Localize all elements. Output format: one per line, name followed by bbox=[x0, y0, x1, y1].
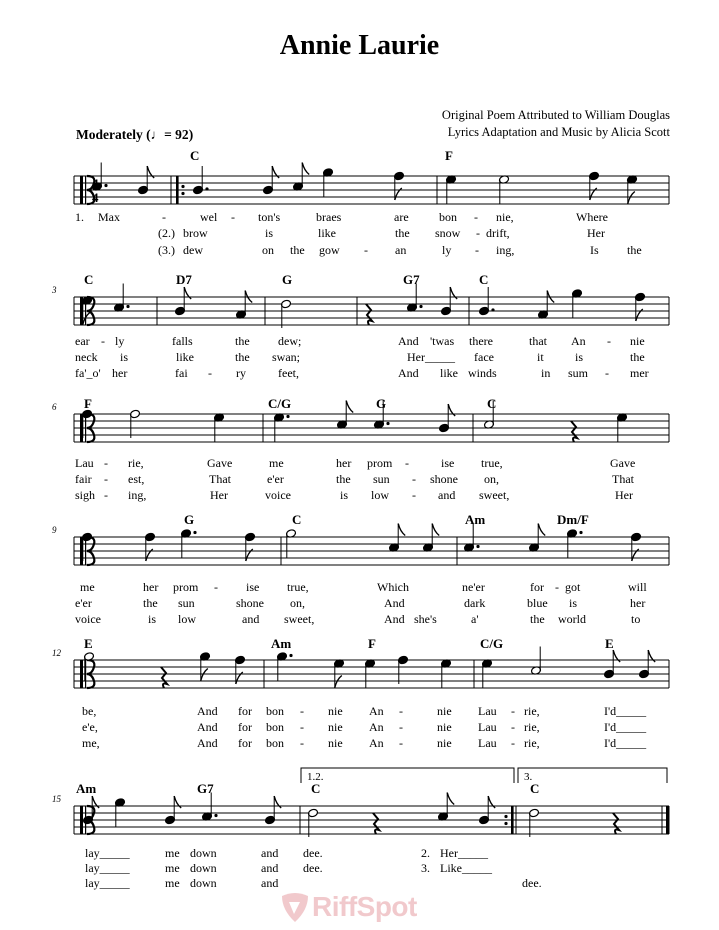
note-flag bbox=[398, 524, 405, 536]
lyric-syllable: ton's bbox=[258, 210, 281, 224]
measure-number: 6 bbox=[52, 402, 57, 412]
lyric-syllable: voice bbox=[75, 612, 101, 626]
lyric-syllable: sweet, bbox=[479, 488, 510, 502]
lyric-syllable: nie, bbox=[496, 210, 514, 224]
lyric-syllable: - bbox=[231, 210, 235, 224]
lyric-syllable: - bbox=[104, 472, 108, 486]
lyric-syllable: rie, bbox=[524, 720, 540, 734]
repeat-dot bbox=[504, 815, 507, 818]
alto-clef-icon bbox=[85, 176, 86, 204]
staff-system-6 bbox=[74, 793, 669, 838]
lyric-syllable: fa'_o' bbox=[75, 366, 101, 380]
song-title: Annie Laurie bbox=[279, 30, 440, 61]
lyric-syllable: dew; bbox=[278, 334, 302, 348]
note-flag bbox=[302, 163, 309, 175]
augmentation-dot bbox=[491, 308, 494, 311]
staff-system-4 bbox=[74, 524, 669, 566]
lyric-syllable: world bbox=[558, 612, 586, 626]
lyric-syllable: wel bbox=[200, 210, 218, 224]
lyric-syllable: me bbox=[165, 846, 180, 860]
lyric-syllable: Lau bbox=[75, 456, 94, 470]
lyric-syllable: sigh bbox=[75, 488, 96, 502]
chord-symbol: E bbox=[605, 636, 614, 651]
lyric-syllable: the bbox=[630, 350, 645, 364]
lyric-syllable: gow bbox=[319, 243, 340, 257]
alto-clef-icon bbox=[80, 806, 83, 834]
lyric-syllable: her bbox=[336, 456, 352, 470]
lyric-syllable: Lau bbox=[478, 736, 497, 750]
lyric-syllable: 3. bbox=[421, 861, 430, 875]
lyric-syllable: - bbox=[300, 720, 304, 734]
lyric-syllable: dew bbox=[183, 243, 203, 257]
chord-symbol: Dm/F bbox=[557, 512, 589, 527]
lyric-syllable: and bbox=[242, 612, 260, 626]
lyric-syllable: ise bbox=[246, 580, 260, 594]
lyric-syllable: - bbox=[399, 704, 403, 718]
lyric-syllable: is bbox=[120, 350, 129, 364]
staff-system-2 bbox=[74, 284, 669, 329]
lyric-syllable: rie, bbox=[524, 704, 540, 718]
volta-label-first: 1.2. bbox=[307, 771, 324, 783]
lyric-syllable: there bbox=[469, 334, 493, 348]
chord-symbol: C bbox=[487, 396, 497, 411]
lyric-syllable: down bbox=[190, 846, 217, 860]
lyric-syllable: falls bbox=[172, 334, 193, 348]
lyric-syllable: Where bbox=[576, 210, 608, 224]
lyric-syllable: - bbox=[399, 736, 403, 750]
chord-symbol: C bbox=[84, 272, 94, 287]
note-flag bbox=[538, 524, 545, 536]
lyric-syllable: lay_____ bbox=[85, 861, 130, 875]
lyric-syllable: Her bbox=[587, 226, 605, 240]
chord-symbol: C bbox=[479, 272, 489, 287]
lyric-syllable: the bbox=[143, 596, 158, 610]
chord-symbol: G7 bbox=[403, 272, 420, 287]
lyric-syllable: Which bbox=[377, 580, 409, 594]
lyric-syllable: and bbox=[261, 846, 279, 860]
chord-symbol: Am bbox=[76, 781, 97, 796]
lyric-syllable: - bbox=[412, 472, 416, 486]
chord-symbol: C bbox=[530, 781, 540, 796]
lyric-syllable: fai bbox=[175, 366, 188, 380]
measure-number: 3 bbox=[52, 285, 57, 295]
note-flag bbox=[432, 524, 439, 536]
lyric-syllable: the bbox=[235, 334, 250, 348]
lyric-syllable: feet, bbox=[278, 366, 299, 380]
lyric-syllable: nie bbox=[328, 720, 343, 734]
lyric-syllable: bon bbox=[266, 720, 284, 734]
lyric-syllable: is bbox=[265, 226, 274, 240]
chord-symbol: E bbox=[84, 636, 93, 651]
quarter-note-icon: ♩ bbox=[150, 127, 165, 142]
lyric-syllable: And bbox=[197, 720, 218, 734]
lyric-syllable: like bbox=[176, 350, 194, 364]
augmentation-dot bbox=[289, 654, 292, 657]
lyric-syllable: like bbox=[318, 226, 336, 240]
augmentation-dot bbox=[386, 422, 389, 425]
quarter-rest-icon bbox=[571, 421, 577, 442]
lyric-syllable: rie, bbox=[128, 456, 144, 470]
lyric-syllable: me bbox=[80, 580, 95, 594]
lyric-syllable: dee. bbox=[522, 876, 542, 890]
lyric-syllable: ly bbox=[442, 243, 452, 257]
lyric-syllable: for bbox=[238, 720, 252, 734]
lyric-syllable: - bbox=[511, 720, 515, 734]
lyric-syllable: ly bbox=[115, 334, 125, 348]
lyric-syllable: - bbox=[511, 704, 515, 718]
lyric-syllable: the bbox=[530, 612, 545, 626]
lyric-syllable: - bbox=[511, 736, 515, 750]
lyric-syllable: on, bbox=[290, 596, 305, 610]
lyric-syllable: And bbox=[384, 596, 405, 610]
lyric-syllable: - bbox=[607, 334, 611, 348]
quarter-rest-icon bbox=[366, 304, 372, 325]
lyric-syllable: I'd_____ bbox=[604, 736, 647, 750]
lyric-syllable: ing, bbox=[128, 488, 147, 502]
lyric-syllable: got bbox=[565, 580, 581, 594]
lyric-syllable: Gave bbox=[610, 456, 636, 470]
chord-symbol: F bbox=[368, 636, 376, 651]
lyric-syllable: - bbox=[476, 226, 480, 240]
lyric-syllable: An bbox=[571, 334, 586, 348]
lyric-syllable: rie, bbox=[524, 736, 540, 750]
quarter-rest-icon bbox=[373, 813, 379, 834]
lyric-syllable: - bbox=[475, 243, 479, 257]
lyric-syllable: winds bbox=[468, 366, 497, 380]
repeat-dot bbox=[181, 185, 184, 188]
lyric-syllable: - bbox=[412, 488, 416, 502]
brand-name: RiffSpot bbox=[312, 891, 417, 922]
lyric-syllable: e'er bbox=[75, 596, 92, 610]
augmentation-dot bbox=[579, 531, 582, 534]
lyric-syllable: And bbox=[384, 612, 405, 626]
chord-symbol: C/G bbox=[480, 636, 504, 651]
lyric-syllable: - bbox=[214, 580, 218, 594]
lyric-syllable: snow bbox=[435, 226, 461, 240]
lyric-syllable: low bbox=[371, 488, 389, 502]
lyric-syllable: lay_____ bbox=[85, 846, 130, 860]
lyric-syllable: - bbox=[104, 488, 108, 502]
lyric-syllable: the bbox=[395, 226, 410, 240]
measure-number: 9 bbox=[52, 525, 57, 535]
lyric-syllable: it bbox=[537, 350, 544, 364]
lyric-syllable: e'er bbox=[267, 472, 284, 486]
lyric-syllable: on bbox=[262, 243, 274, 257]
lyric-syllable: est, bbox=[128, 472, 145, 486]
quarter-rest-icon bbox=[613, 813, 619, 834]
chord-symbol: G bbox=[184, 512, 195, 527]
lyric-syllable: ear bbox=[75, 334, 90, 348]
measure-number: 12 bbox=[52, 648, 61, 658]
lyric-syllable: Max bbox=[98, 210, 120, 224]
lyric-syllable: - bbox=[555, 580, 559, 594]
chord-symbol: C/G bbox=[268, 396, 292, 411]
augmentation-dot bbox=[193, 531, 196, 534]
lyric-syllable: - bbox=[474, 210, 478, 224]
lyric-syllable: 2. bbox=[421, 846, 430, 860]
lyric-syllable: blue bbox=[527, 596, 548, 610]
lyric-syllable: ry bbox=[236, 366, 246, 380]
lyric-syllable: nie bbox=[437, 736, 452, 750]
lyric-syllable: to bbox=[631, 612, 641, 626]
lyric-syllable: sweet, bbox=[284, 612, 315, 626]
lyric-syllable: I'd_____ bbox=[604, 720, 647, 734]
chord-symbol: G bbox=[282, 272, 293, 287]
lyric-syllable: - bbox=[605, 366, 609, 380]
lyric-syllable: - bbox=[405, 456, 409, 470]
lyric-syllable: ise bbox=[441, 456, 455, 470]
lyric-syllable: is bbox=[575, 350, 584, 364]
lyric-syllable: bon bbox=[266, 736, 284, 750]
lyric-syllable: down bbox=[190, 861, 217, 875]
lyric-syllable: prom bbox=[173, 580, 199, 594]
lyric-syllable: the bbox=[290, 243, 305, 257]
lyric-syllable: true, bbox=[287, 580, 309, 594]
lyric-syllable: shone bbox=[236, 596, 264, 610]
lyric-syllable: Her_____ bbox=[440, 846, 488, 860]
lyric-syllable: - bbox=[300, 704, 304, 718]
lyric-syllable: An bbox=[369, 720, 384, 734]
augmentation-dot bbox=[476, 545, 479, 548]
lyric-syllable: 1. bbox=[75, 210, 84, 224]
lyric-syllable: an bbox=[395, 243, 407, 257]
tempo-text: Moderately bbox=[76, 127, 143, 142]
augmentation-dot bbox=[286, 415, 289, 418]
lyric-syllable: a' bbox=[471, 612, 479, 626]
staff-system-1 bbox=[74, 163, 669, 205]
lyric-syllable: - bbox=[300, 736, 304, 750]
measure-number: 15 bbox=[52, 794, 61, 804]
staff-system-5 bbox=[74, 647, 669, 689]
chord-symbol: C bbox=[292, 512, 302, 527]
augmentation-dot bbox=[205, 187, 208, 190]
riffspot-logo bbox=[278, 890, 417, 924]
lyric-syllable: e'e, bbox=[82, 720, 98, 734]
repeat-end-barline bbox=[511, 806, 514, 834]
lyric-syllable: I'd_____ bbox=[604, 704, 647, 718]
alto-clef-icon bbox=[80, 176, 83, 204]
lyric-syllable: neck bbox=[75, 350, 98, 364]
lyric-syllable: And bbox=[197, 704, 218, 718]
repeat-dot bbox=[181, 192, 184, 195]
lyric-syllable: in bbox=[541, 366, 551, 380]
lyric-syllable: for bbox=[238, 736, 252, 750]
lyric-syllable: ne'er bbox=[462, 580, 485, 594]
lyric-syllable: bon bbox=[266, 704, 284, 718]
lyric-syllable: (3.) bbox=[158, 243, 175, 257]
lyric-syllable: An bbox=[369, 704, 384, 718]
lyric-syllable: swan; bbox=[272, 350, 300, 364]
repeat-start-barline bbox=[176, 176, 179, 204]
chord-symbol: F bbox=[84, 396, 92, 411]
credit-music: Lyrics Adaptation and Music by Alicia Scott bbox=[447, 125, 670, 139]
chord-symbol: C bbox=[311, 781, 321, 796]
lyric-syllable: sum bbox=[568, 366, 589, 380]
lyric-syllable: And bbox=[197, 736, 218, 750]
lyric-syllable: will bbox=[628, 580, 647, 594]
lyric-syllable: and bbox=[261, 861, 279, 875]
augmentation-dot bbox=[104, 184, 107, 187]
augmentation-dot bbox=[419, 305, 422, 308]
chord-symbol: C bbox=[190, 148, 200, 163]
lyric-syllable: me bbox=[269, 456, 284, 470]
lyric-syllable: - bbox=[104, 456, 108, 470]
lyric-syllable: prom bbox=[367, 456, 393, 470]
note-flag bbox=[447, 793, 454, 805]
lyric-syllable: voice bbox=[265, 488, 291, 502]
lyric-syllable: An bbox=[369, 736, 384, 750]
lyric-syllable: me, bbox=[82, 736, 100, 750]
lyric-syllable: - bbox=[364, 243, 368, 257]
tempo-bpm: = 92 bbox=[164, 127, 189, 142]
lyric-syllable: (2.) bbox=[158, 226, 175, 240]
tempo-metronome: (♩= 92) bbox=[146, 127, 194, 142]
lyric-syllable: her bbox=[630, 596, 646, 610]
lyric-syllable: nie bbox=[437, 720, 452, 734]
lyric-syllable: That bbox=[209, 472, 231, 486]
lyric-syllable: for bbox=[238, 704, 252, 718]
lyric-syllable: - bbox=[208, 366, 212, 380]
lyric-syllable: That bbox=[612, 472, 634, 486]
lyric-syllable: nie bbox=[437, 704, 452, 718]
lyric-syllable: her bbox=[112, 366, 128, 380]
chord-symbol: D7 bbox=[176, 272, 192, 287]
lyric-syllable: nie bbox=[328, 704, 343, 718]
lyric-syllable: Gave bbox=[207, 456, 233, 470]
augmentation-dot bbox=[214, 814, 217, 817]
lyric-syllable: me bbox=[165, 876, 180, 890]
chord-symbol: G7 bbox=[197, 781, 214, 796]
lyric-syllable: is bbox=[569, 596, 578, 610]
credit-poem: Original Poem Attributed to William Douglas bbox=[441, 108, 670, 122]
volta-label-second: 3. bbox=[524, 771, 533, 783]
lyric-syllable: 'twas bbox=[430, 334, 455, 348]
lyric-syllable: sun bbox=[373, 472, 390, 486]
lyric-syllable: - bbox=[101, 334, 105, 348]
lyric-syllable: Lau bbox=[478, 720, 497, 734]
lyric-syllable: lay_____ bbox=[85, 876, 130, 890]
lyric-syllable: that bbox=[529, 334, 547, 348]
note-flag bbox=[346, 401, 353, 413]
lyric-syllable: fair bbox=[75, 472, 92, 486]
lyric-syllable: the bbox=[627, 243, 642, 257]
lyric-syllable: are bbox=[394, 210, 409, 224]
volta-bracket-2 bbox=[518, 768, 667, 783]
lyric-syllable: nie bbox=[630, 334, 645, 348]
chord-symbol: Am bbox=[271, 636, 292, 651]
time-signature-top: 4 bbox=[92, 176, 99, 191]
lyric-syllable: dark bbox=[464, 596, 486, 610]
lyric-syllable: mer bbox=[630, 366, 649, 380]
alto-clef-icon bbox=[85, 537, 86, 565]
volta-bracket-1 bbox=[301, 768, 514, 783]
final-barline bbox=[666, 806, 669, 834]
lyric-syllable: on, bbox=[484, 472, 499, 486]
augmentation-dot bbox=[126, 305, 129, 308]
lyric-syllable: low bbox=[178, 612, 196, 626]
lyric-syllable: drift, bbox=[486, 226, 510, 240]
lyric-syllable: - bbox=[399, 720, 403, 734]
lyric-syllable: Lau bbox=[478, 704, 497, 718]
lyric-syllable: ing, bbox=[496, 243, 515, 257]
lyric-syllable: and bbox=[438, 488, 456, 502]
lyric-syllable: down bbox=[190, 876, 217, 890]
lyric-syllable: be, bbox=[82, 704, 97, 718]
lyric-syllable: face bbox=[474, 350, 494, 364]
quarter-rest-icon bbox=[161, 667, 167, 688]
lyric-syllable: And bbox=[398, 334, 419, 348]
alto-clef-icon bbox=[80, 660, 83, 688]
lyric-syllable: And bbox=[398, 366, 419, 380]
alto-clef-icon bbox=[85, 414, 86, 442]
lyric-syllable: bon bbox=[439, 210, 457, 224]
time-signature-bottom: 4 bbox=[92, 190, 99, 205]
lyric-syllable: Her bbox=[210, 488, 228, 502]
lyric-syllable: dee. bbox=[303, 861, 323, 875]
lyric-syllable: is bbox=[340, 488, 349, 502]
lyric-syllable: shone bbox=[430, 472, 458, 486]
lyric-syllable: she's bbox=[414, 612, 437, 626]
lyric-syllable: the bbox=[235, 350, 250, 364]
chord-symbol: F bbox=[445, 148, 453, 163]
lyric-syllable: Her_____ bbox=[407, 350, 455, 364]
lyric-syllable: braes bbox=[316, 210, 342, 224]
chord-symbol: Am bbox=[465, 512, 486, 527]
chord-symbol: G bbox=[376, 396, 387, 411]
staff-system-3 bbox=[74, 401, 669, 443]
lyric-syllable: for bbox=[530, 580, 544, 594]
lyric-syllable: like bbox=[440, 366, 458, 380]
lyric-syllable: the bbox=[336, 472, 351, 486]
lyric-syllable: me bbox=[165, 861, 180, 875]
guitar-pick-icon bbox=[278, 890, 312, 924]
lyric-syllable: Her bbox=[615, 488, 633, 502]
repeat-dot bbox=[504, 822, 507, 825]
lyric-syllable: nie bbox=[328, 736, 343, 750]
lyric-syllable: Is bbox=[590, 243, 599, 257]
lyric-syllable: true, bbox=[481, 456, 503, 470]
lyric-syllable: dee. bbox=[303, 846, 323, 860]
lyric-syllable: Like_____ bbox=[440, 861, 492, 875]
lyric-syllable: brow bbox=[183, 226, 208, 240]
lyric-syllable: her bbox=[143, 580, 159, 594]
lyric-syllable: and bbox=[261, 876, 279, 890]
lyric-syllable: - bbox=[162, 210, 166, 224]
lyric-syllable: is bbox=[148, 612, 157, 626]
lyric-syllable: sun bbox=[178, 596, 195, 610]
